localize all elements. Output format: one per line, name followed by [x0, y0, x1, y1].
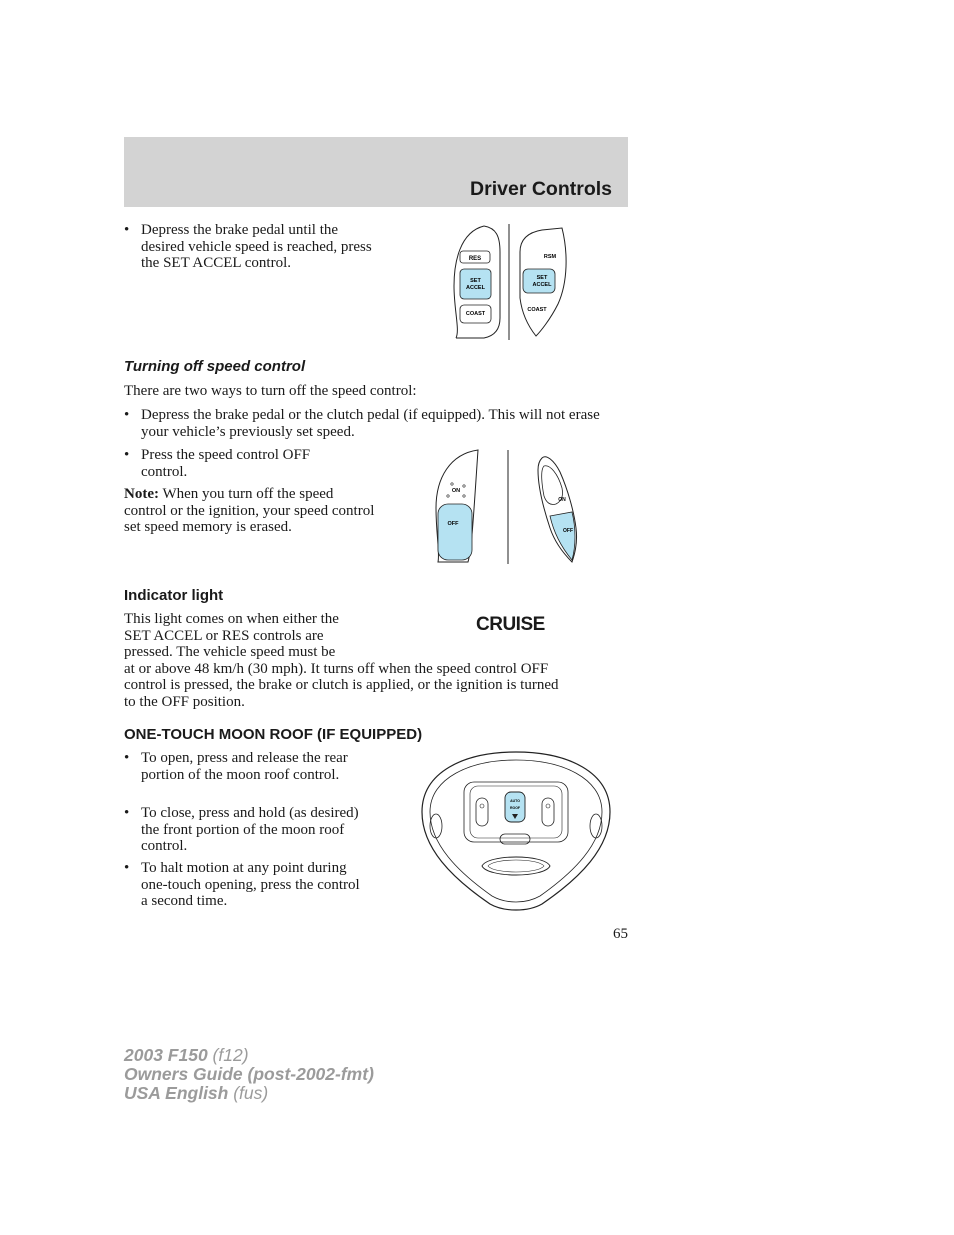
page-title: Driver Controls — [470, 178, 612, 200]
speed-control-set-accel-diagram — [440, 222, 580, 342]
section-heading: Indicator light — [124, 587, 224, 604]
bullet-text: To close, press and hold (as desired) the front portion of the moon roof control. — [141, 805, 359, 854]
bullet-text: To halt motion at any point during one-touch opening, press the control a second time. — [141, 860, 360, 909]
auto-label: AUTO — [510, 799, 520, 803]
set-label: SET — [470, 278, 481, 284]
bullet-text: To open, press and release the rear portion of the moon roof control. — [141, 750, 348, 783]
accel-label: ACCEL — [532, 282, 552, 288]
off-label: OFF — [563, 528, 573, 534]
on-label: ON — [558, 497, 566, 503]
coast-label: COAST — [465, 311, 486, 317]
set-label: SET — [536, 275, 548, 281]
section-heading: ONE-TOUCH MOON ROOF (IF EQUIPPED) — [124, 726, 423, 743]
section-heading: Turning off speed control — [124, 358, 306, 375]
paragraph: There are two ways to turn off the speed control: — [124, 383, 417, 399]
on-label: ON — [451, 488, 461, 494]
bullet-text: Depress the brake pedal or the clutch pedal (if equipped). This will not erase your vehicle’s previously set speed. — [141, 407, 600, 440]
coast-label: COAST — [527, 307, 547, 313]
cruise-indicator-label: CRUISE — [476, 614, 545, 635]
note-text: When you turn off the speed control or the ignition, your speed control set speed memory is erased. — [124, 486, 375, 535]
paragraph: This light comes on when either the SET ACCEL or RES controls are pressed. The vehicle speed must be at or above 48 km/h (30 mph). It turns off when the speed control OFF control is pressed, the brake or clutch is applied, or the ignition is turned to the OFF position. — [124, 611, 559, 710]
speed-control-off-diagram — [430, 448, 590, 568]
res-label: RES — [468, 256, 482, 262]
roof-label: ROOF — [509, 806, 521, 810]
bullet-text: Press the speed control OFF control. — [141, 447, 311, 480]
page-number: 65 — [613, 926, 628, 942]
moon-roof-console-diagram — [418, 748, 614, 916]
bullet-text: Depress the brake pedal until the desired vehicle speed is reached, press the SET ACCEL control. — [141, 222, 372, 271]
footer: 2003 F150 (f12) Owners Guide (post-2002-fmt) USA English (fus) — [124, 1045, 374, 1103]
header-band — [124, 137, 628, 207]
accel-label: ACCEL — [466, 285, 485, 291]
note-label: Note: — [124, 486, 159, 502]
off-label: OFF — [447, 521, 459, 527]
rsm-label: RSM — [543, 254, 557, 260]
note — [124, 486, 376, 536]
